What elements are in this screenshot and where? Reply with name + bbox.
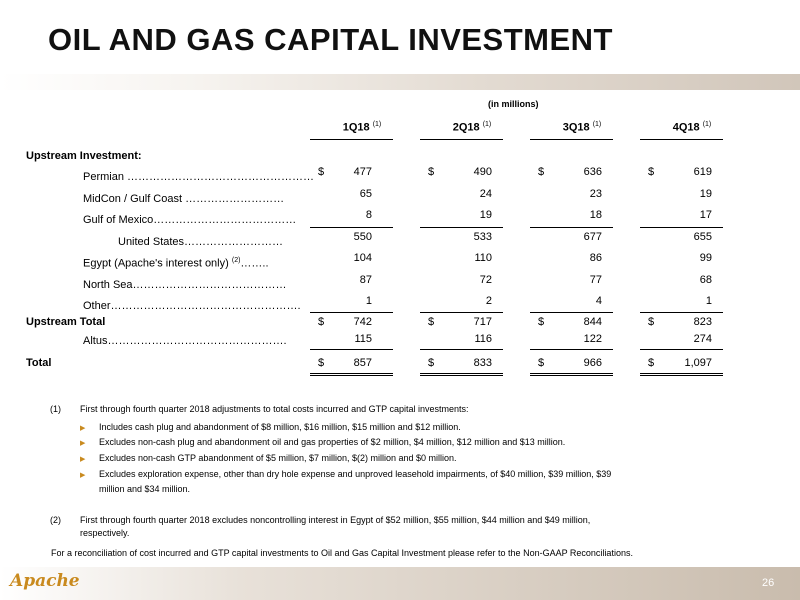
row-label-north-sea: North Sea…………………………………… <box>83 279 287 291</box>
row-label-egypt: Egypt (Apache's interest only) $^{(2)}$…….. <box>83 257 269 270</box>
cell-value: 742 <box>353 316 372 328</box>
page-title: OIL AND GAS CAPITAL INVESTMENT <box>48 22 613 57</box>
subtotal-rule <box>420 227 503 228</box>
cell-value: 550 <box>353 231 372 243</box>
column-header-3q18: 3Q18 $^{(1)}$ <box>562 121 602 134</box>
total-rule <box>310 312 393 313</box>
subtotal-rule <box>640 227 723 228</box>
cell-value: 19 <box>699 188 712 200</box>
column-header-4q18: 4Q18 $^{(1)}$ <box>672 121 712 134</box>
footnote-text-continued: respectively. <box>80 528 130 538</box>
subtotal-rule <box>530 227 613 228</box>
section-label: Upstream Investment: <box>26 150 142 162</box>
cell-value: 1 <box>365 295 372 307</box>
row-label-other: Other……………………………………………. <box>83 300 301 312</box>
column-header-1q18: 1Q18 $^{(1)}$ <box>342 121 382 134</box>
bullet-icon: ▶ <box>80 425 86 432</box>
grand-total-rule <box>530 349 613 350</box>
bullet-icon: ▶ <box>80 456 86 463</box>
total-rule <box>530 312 613 313</box>
dollar-sign: $ <box>538 166 545 178</box>
dollar-sign: $ <box>428 357 435 369</box>
footnote-bullet: Includes cash plug and abandonment of $8 million, $16 million, $15 million and $12 million. <box>99 422 461 432</box>
dollar-sign: $ <box>648 166 655 178</box>
cell-value: 18 <box>589 209 602 221</box>
dollar-sign: $ <box>538 357 545 369</box>
footnote-bullet: Excludes non-cash GTP abandonment of $5 million, $7 million, $(2) million and $0 million. <box>99 453 457 463</box>
double-underline <box>310 373 393 374</box>
cell-value: 533 <box>473 231 492 243</box>
row-label-total: Total <box>26 357 52 369</box>
cell-value: 8 <box>365 209 372 221</box>
cell-value: 19 <box>479 209 492 221</box>
cell-value: 24 <box>479 188 492 200</box>
subtotal-rule <box>310 227 393 228</box>
footnote-bullet: Excludes non-cash plug and abandonment oil and gas properties of $2 million, $4 million, $12 million and $13 million. <box>99 437 566 447</box>
cell-value: 857 <box>353 357 372 369</box>
column-header-2q18: 2Q18 $^{(1)}$ <box>452 121 492 134</box>
title-divider <box>0 74 800 90</box>
grand-total-rule <box>310 349 393 350</box>
footer-bar <box>0 567 800 600</box>
cell-value: 99 <box>699 252 712 264</box>
double-underline <box>420 373 503 374</box>
dollar-sign: $ <box>318 316 325 328</box>
grand-total-rule <box>640 349 723 350</box>
double-underline <box>420 375 503 376</box>
cell-value: 655 <box>693 231 712 243</box>
header-underline <box>640 139 723 140</box>
cell-value: 23 <box>589 188 602 200</box>
footnote-bullet-continued: million and $34 million. <box>99 484 191 494</box>
double-underline <box>640 373 723 374</box>
apache-logo: Apache <box>10 571 80 591</box>
cell-value: 833 <box>473 357 492 369</box>
row-label-united-states: United States……………………… <box>118 236 284 248</box>
dollar-sign: $ <box>538 316 545 328</box>
cell-value: 2 <box>485 295 492 307</box>
cell-value: 4 <box>595 295 602 307</box>
dollar-sign: $ <box>648 316 655 328</box>
reconciliation-note: For a reconciliation of cost incurred and GTP capital investments to Oil and Gas Capital Investment please refer to the Non-GAAP Reconciliations. <box>51 548 633 558</box>
row-label-midcon: MidCon / Gulf Coast ……………………… <box>83 193 285 205</box>
double-underline <box>530 375 613 376</box>
cell-value: 122 <box>583 333 602 345</box>
bullet-icon: ▶ <box>80 440 86 447</box>
footnote-bullet: Excludes exploration expense, other than dry hole expense and unproved leasehold impairments, of $40 million, $39 million, $39 <box>99 469 612 479</box>
footnote-marker: (1) <box>50 404 61 414</box>
double-underline <box>530 373 613 374</box>
cell-value: 72 <box>479 274 492 286</box>
total-rule <box>420 312 503 313</box>
cell-value: 274 <box>693 333 712 345</box>
row-label-gulf-of-mexico: Gulf of Mexico………………………………… <box>83 214 297 226</box>
cell-value: 490 <box>473 166 492 178</box>
page-number: 26 <box>762 577 775 589</box>
cell-value: 477 <box>353 166 372 178</box>
cell-value: 636 <box>583 166 602 178</box>
cell-value: 65 <box>359 188 372 200</box>
header-underline <box>310 139 393 140</box>
cell-value: 77 <box>589 274 602 286</box>
header-underline <box>420 139 503 140</box>
cell-value: 844 <box>583 316 602 328</box>
dollar-sign: $ <box>428 316 435 328</box>
cell-value: 823 <box>693 316 712 328</box>
cell-value: 68 <box>699 274 712 286</box>
cell-value: 677 <box>583 231 602 243</box>
footnote-text: First through fourth quarter 2018 excludes noncontrolling interest in Egypt of $52 million, $55 million, $44 million and $49 million, <box>80 515 591 525</box>
dollar-sign: $ <box>648 357 655 369</box>
cell-value: 116 <box>474 333 492 345</box>
bullet-icon: ▶ <box>80 472 86 479</box>
cell-value: 1 <box>705 295 712 307</box>
cell-value: 966 <box>583 357 602 369</box>
footnote-text: First through fourth quarter 2018 adjustments to total costs incurred and GTP capital investments: <box>80 404 469 414</box>
row-label-upstream-total: Upstream Total <box>26 316 106 328</box>
total-rule <box>640 312 723 313</box>
units-label: (in millions) <box>488 99 539 109</box>
dollar-sign: $ <box>318 166 325 178</box>
double-underline <box>640 375 723 376</box>
dollar-sign: $ <box>318 357 325 369</box>
cell-value: 87 <box>359 274 372 286</box>
row-label-permian: Permian …………………………………………… <box>83 171 315 183</box>
cell-value: 619 <box>693 166 712 178</box>
cell-value: 86 <box>589 252 602 264</box>
footnote-marker: (2) <box>50 515 61 525</box>
grand-total-rule <box>420 349 503 350</box>
row-label-altus: Altus…………………………………………. <box>83 335 287 347</box>
cell-value: 104 <box>353 252 372 264</box>
cell-value: 17 <box>699 209 712 221</box>
cell-value: 1,097 <box>684 357 712 369</box>
cell-value: 717 <box>473 316 492 328</box>
double-underline <box>310 375 393 376</box>
header-underline <box>530 139 613 140</box>
dollar-sign: $ <box>428 166 435 178</box>
cell-value: 115 <box>354 333 372 345</box>
cell-value: 110 <box>474 252 492 264</box>
